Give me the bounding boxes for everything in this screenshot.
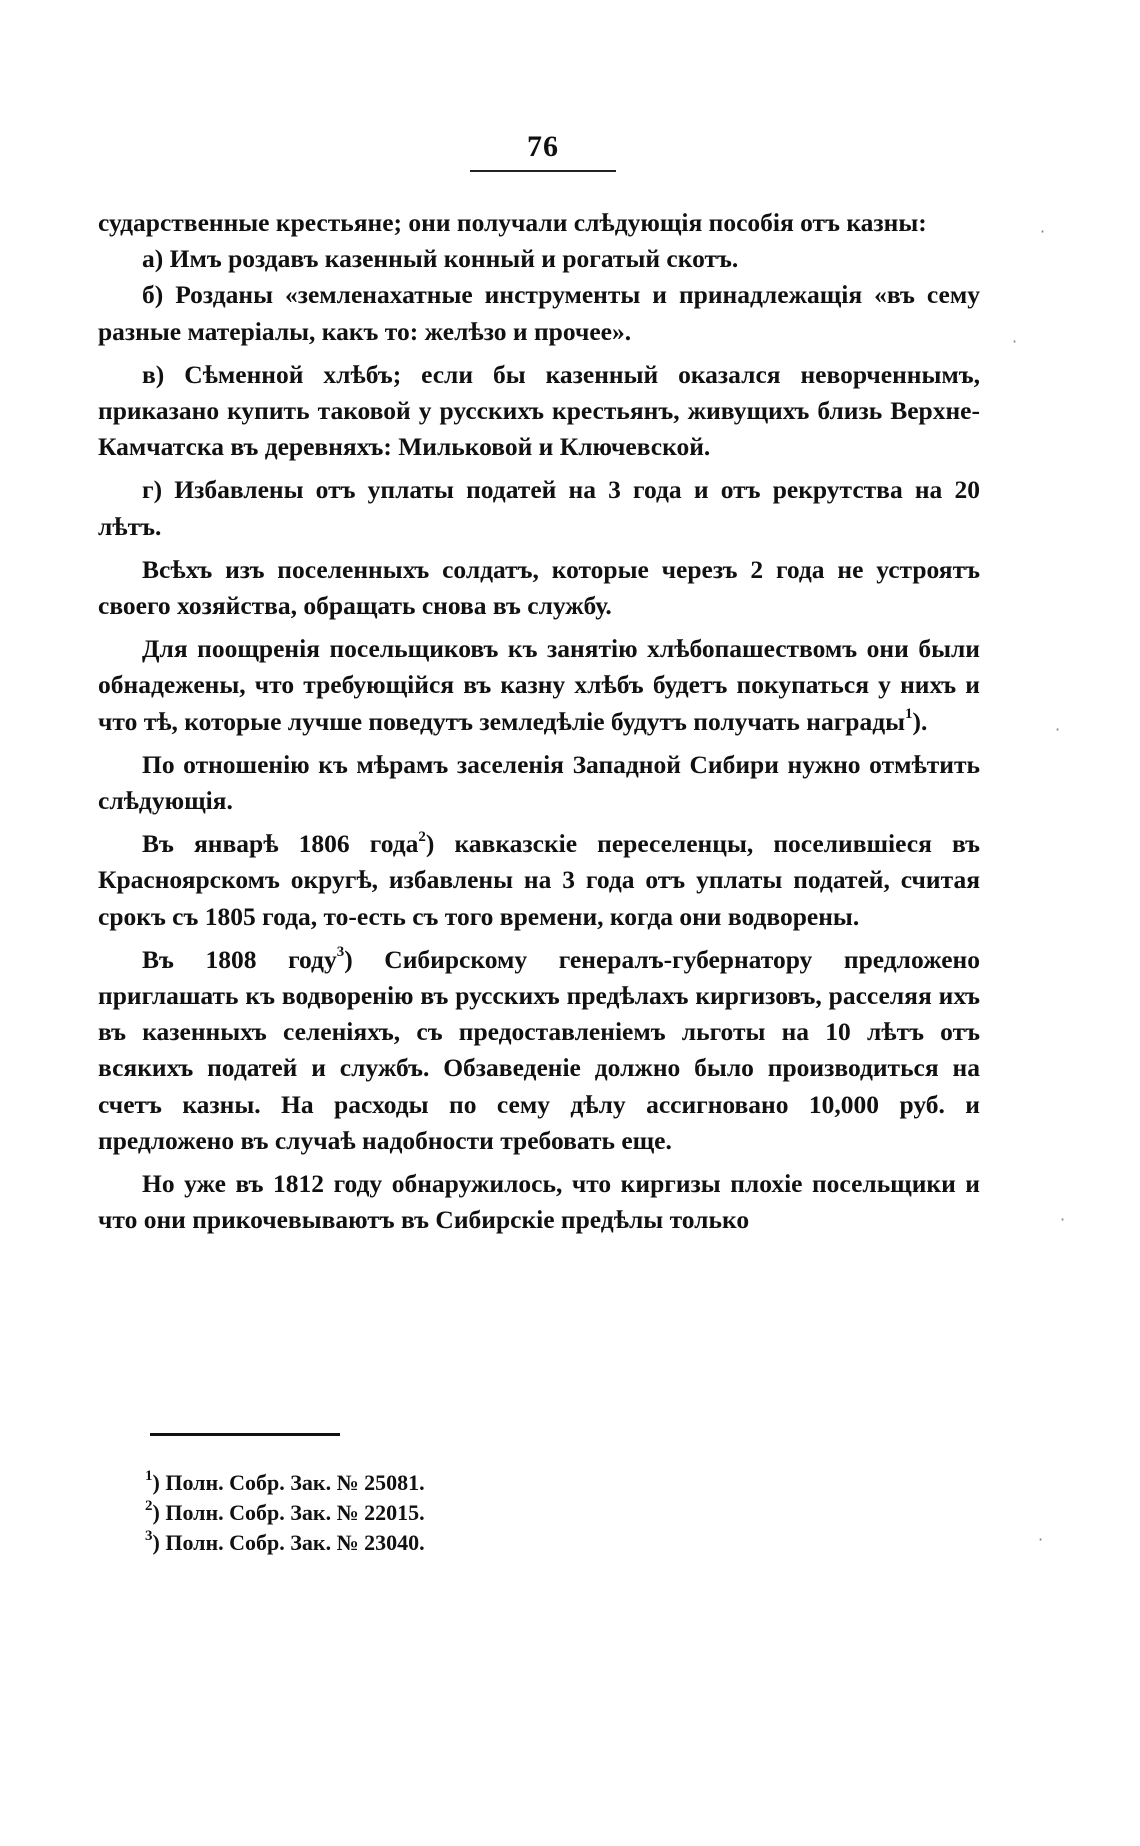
page-number-block	[468, 130, 618, 164]
header-rule	[470, 170, 616, 172]
footnote-rule	[150, 1433, 340, 1436]
footnote-1-text: ) Полн. Собр. Зак. № 25081.	[152, 1470, 425, 1495]
main-text	[98, 205, 980, 1238]
margin-speck: ·	[1012, 332, 1018, 351]
paragraph-soldiers: Всѣхъ изъ поселенныхъ солдатъ, которые черезъ 2 года не устроятъ своего хозяйства, обращать снова въ службу.	[98, 554, 980, 621]
item-a: а) Имъ роздавъ казенный конный и рогатый скотъ.	[142, 244, 739, 274]
item-b: б) Розданы «земленахатные инструменты и принадлежащія «въ сему разные матеріалы, какъ то: желѣзо и прочее».	[98, 280, 980, 346]
paragraph-continuation: сударственные крестьяне; они получали слѣдующія пособія отъ казны:	[98, 208, 927, 237]
footnote-2	[145, 1498, 545, 1528]
paragraph-1806-start: Въ январѣ 1806 года	[142, 829, 419, 859]
paragraph-encouragement	[98, 631, 980, 740]
paragraph-encouragement-text: Для поощренія посельщиковъ къ занятію хлѣбопашествомъ они были обнадежены, что требующійся въ казну хлѣбъ будетъ покупаться у нихъ и что тѣ, которые лучше поведутъ земледѣліе будутъ получать награды	[98, 634, 980, 736]
item-v: в) Сѣменной хлѣбъ; если бы казенный оказался неворченнымъ, приказано купить таковой у русскихъ крестьянъ, живущихъ близь Верхне-Камчатска въ деревняхъ: Мильковой и Ключевской.	[98, 359, 980, 462]
footnote-3-mark: 3	[145, 1527, 153, 1544]
paragraph-1812: Но уже въ 1812 году обнаружилось, что киргизы плохіе посельщики и что они прикочевываютъ въ Сибирскіе предѣлы только	[98, 1169, 980, 1235]
footnote-ref-1: 1	[905, 706, 913, 723]
paragraph-western-siberia: По отношенію къ мѣрамъ заселенія Западной Сибири нужно отмѣтить слѣдующія.	[98, 749, 980, 816]
footnote-1	[145, 1468, 545, 1498]
paragraph-1808	[98, 942, 980, 1159]
footnote-2-text: ) Полн. Собр. Зак. № 22015.	[152, 1500, 425, 1525]
paragraph-1806-rest: ) кавказскіе переселенцы, поселившіеся въ Красноярскомъ округѣ, избавлены на 3 года отъ уплаты податей, считая срокъ съ 1805 года, то-есть съ того времени, когда они водворены.	[98, 829, 981, 931]
paragraph-encouragement-end: ).	[912, 706, 928, 736]
item-g: г) Избавлены отъ уплаты податей на 3 года и отъ рекрутства на 20 лѣтъ.	[98, 475, 980, 541]
footnote-3-text: ) Полн. Собр. Зак. № 23040.	[152, 1530, 425, 1555]
footnote-3	[145, 1528, 545, 1558]
margin-speck: ·	[1040, 222, 1046, 241]
paragraph-1808-rest: ) Сибирскому генералъ-губернатору предложено приглашать къ водворенію въ русскихъ предѣлахъ киргизовъ, расселяя ихъ въ казенныхъ селеніяхъ, съ предоставленіемъ льготы на 10 лѣтъ отъ всякихъ податей и службъ. Обзаведеніе должно было производиться на счетъ казны. На расходы по сему дѣлу ассигновано 10,000 руб. и предложено въ случаѣ надобности требовать еще.	[98, 944, 981, 1155]
footnote-ref-3: 3	[336, 944, 345, 961]
footnotes	[145, 1468, 545, 1558]
margin-speck: ·	[1055, 720, 1061, 739]
footnote-2-mark: 2	[145, 1497, 153, 1514]
page-number: 76	[527, 130, 559, 163]
margin-speck: ·	[1038, 1530, 1044, 1549]
paragraph-1808-start: Въ 1808 году	[142, 944, 337, 974]
margin-speck: ·	[1060, 1210, 1066, 1229]
footnote-1-mark: 1	[145, 1467, 153, 1484]
paragraph-1806	[98, 826, 980, 935]
footnote-ref-2: 2	[418, 828, 426, 845]
